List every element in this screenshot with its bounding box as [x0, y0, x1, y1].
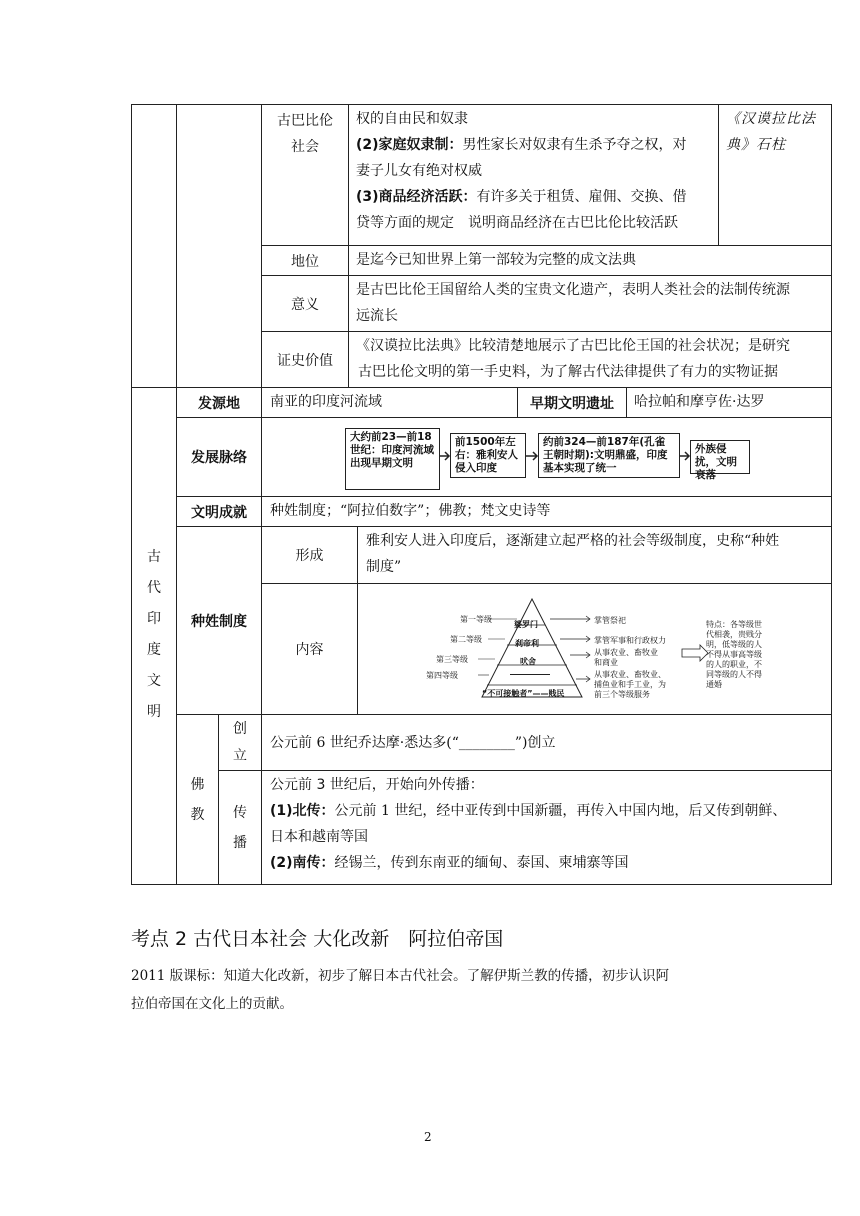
grid-line [176, 714, 832, 715]
arrow-right-icon [682, 645, 708, 661]
caste-name: 婆罗门 [514, 620, 538, 629]
india-section-label: 古代印度文明 [147, 549, 161, 720]
grid-line [626, 387, 627, 417]
status-text: 是迄今已知世界上第一部较为完整的成文法典 [356, 252, 636, 268]
level-label: 第四等级 [426, 671, 458, 680]
standard-line: 拉伯帝国在文化上的贡献。 [131, 996, 293, 1012]
origin-text: 南亚的印度河流域 [270, 394, 382, 410]
level-label: 第三等级 [436, 655, 468, 664]
table-border-left [131, 104, 132, 884]
early-site-text: 哈拉帕和摩亨佐·达罗 [634, 394, 765, 410]
timeline-arrows [440, 445, 760, 465]
grid-line [176, 417, 832, 418]
caste-duty: 掌管军事和行政权力 [594, 636, 666, 645]
page-number: 2 [424, 1130, 432, 1144]
caste-label: 种姓制度 [191, 613, 247, 630]
south-title: (2)南传： [270, 855, 335, 871]
north-title: (1)北传： [270, 803, 335, 819]
grid-line [176, 496, 832, 497]
spread-label: 传播 [233, 804, 247, 851]
standard-line: 2011 版课标：知道大化改新，初步了解日本古代社会。了解伊斯兰教的传播，初步认识阿 [131, 968, 670, 984]
family-slavery-title: (2)家庭奴隶制： [356, 137, 463, 153]
formation-line: 制度” [366, 559, 402, 575]
commerce-title: (3)商品经济活跃： [356, 189, 477, 205]
early-site-label: 早期文明遗址 [530, 395, 614, 412]
spread-intro: 公元前 3 世纪后，开始向外传播： [270, 777, 484, 793]
curriculum-standard [131, 962, 831, 1018]
table-border-top [131, 104, 832, 105]
grid-line [357, 526, 358, 714]
content-label: 内容 [295, 642, 324, 658]
timeline-step: 前1500年左右：雅利安人侵入印度 [450, 433, 526, 478]
society-line: 权的自由民和奴隶 [356, 111, 468, 127]
level-label: 第一等级 [460, 615, 492, 624]
caste-name: 刹帝利 [515, 639, 539, 648]
caste-name: 吠舍 [520, 657, 536, 666]
family-slavery-text-2: 妻子儿女有绝对权威 [356, 163, 482, 179]
timeline-step: 约前324—前187年(孔雀王朝时期):文明鼎盛，印度基本实现了统一 [538, 433, 680, 478]
caste-name: “不可接触者”——贱民 [482, 689, 565, 698]
formation-text [366, 528, 828, 580]
section-heading: 考点 2 古代日本社会 大化改新 阿拉伯帝国 [131, 928, 504, 950]
evidence-line: 《汉谟拉比法典》比较清楚地展示了古巴比伦王国的社会状况；是研究 [356, 338, 790, 354]
founding-text: 公元前 6 世纪乔达摩·悉达多(“________”)创立 [270, 735, 556, 751]
table-border-right [831, 104, 832, 884]
commerce-text-2: 贷等方面的规定 说明商品经济在古巴比伦比较活跃 [356, 215, 678, 231]
origin-label: 发源地 [198, 395, 240, 412]
meaning-line: 远流长 [356, 308, 398, 324]
formation-line: 雅利安人进入印度后，逐渐建立起严格的社会等级制度，史称“种姓 [366, 533, 780, 549]
evidence-line: 古巴比伦文明的第一手史料，为了解古代法律提供了有力的实物证据 [358, 364, 778, 380]
arrow-right-icon [526, 452, 537, 460]
caste-feature: 特点：各等级世代相袭，贵贱分明，低等级的人不得从事高等级的人的职业，不同等级的人不得通婚 [706, 620, 762, 689]
status-label: 地位 [291, 253, 319, 270]
arrow-right-icon [440, 452, 449, 460]
achievements-label: 文明成就 [191, 504, 247, 521]
family-slavery-text: 男性家长对奴隶有生杀予夺之权，对 [462, 137, 687, 153]
code-stele-caption: 《汉谟拉比法典》石柱 [726, 111, 816, 153]
caste-name [510, 674, 550, 675]
formation-label: 形成 [295, 548, 324, 564]
founding-label: 创立 [233, 720, 247, 764]
caste-duty: 从事农业、畜牧业和商业 [594, 648, 658, 667]
commerce-text: 有许多关于租赁、雇佣、交换、借 [476, 189, 687, 205]
north-text-2: 日本和越南等国 [270, 829, 368, 845]
meaning-text [356, 277, 830, 329]
timeline-step: 外族侵扰，文明衰落 [690, 440, 750, 474]
table-border-bottom [131, 884, 832, 885]
level-label: 第二等级 [450, 635, 482, 644]
caste-duty: 从事农业、畜牧业、捕鱼业和手工业，为前三个等级服务 [594, 670, 666, 699]
babylon-society-label: 古巴比伦社会 [277, 113, 333, 155]
north-text: 公元前 1 世纪，经中亚传到中国新疆，再传入中国内地，后又传到朝鲜、 [334, 803, 787, 819]
south-text: 经锡兰，传到东南亚的缅甸、泰国、柬埔寨等国 [334, 855, 629, 871]
grid-line [218, 770, 832, 771]
meaning-line: 是古巴比伦王国留给人类的宝贵文化遗产，表明人类社会的法制传统源 [356, 282, 790, 298]
buddhism-label: 佛教 [190, 776, 205, 823]
evidence-label: 证史价值 [277, 352, 333, 369]
timeline-label: 发展脉络 [191, 450, 247, 466]
achievements-text: 种姓制度；“阿拉伯数字”；佛教；梵文史诗等 [270, 503, 551, 519]
grid-line [261, 714, 262, 884]
caste-duty: 掌管祭祀 [594, 616, 626, 625]
timeline-step: 大约前23—前18世纪：印度河流域出现早期文明 [345, 428, 440, 490]
arrow-right-icon [680, 452, 689, 460]
grid-line [718, 104, 719, 245]
babylon-society-text [356, 106, 716, 236]
spread-text [270, 772, 830, 876]
grid-line [176, 104, 177, 387]
evidence-text [356, 333, 830, 385]
meaning-label: 意义 [291, 296, 319, 313]
